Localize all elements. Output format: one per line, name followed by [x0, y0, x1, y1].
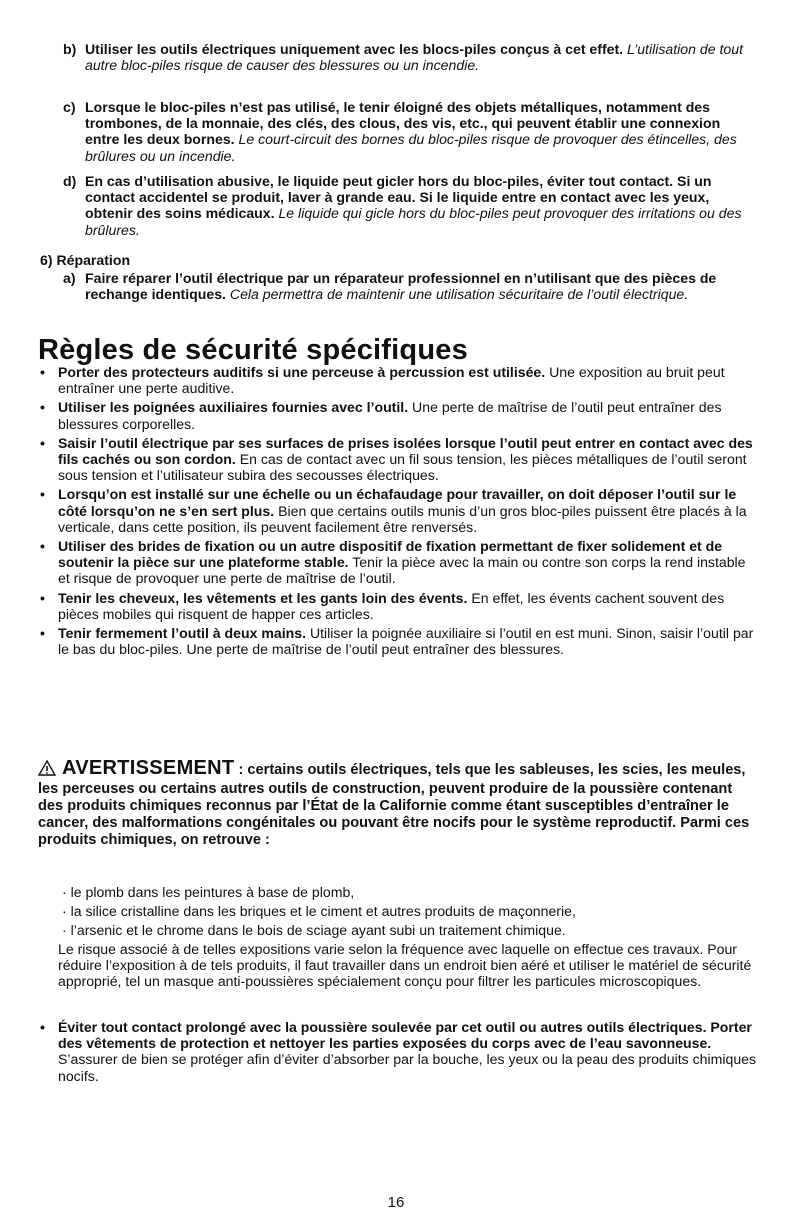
list-item-b	[63, 41, 753, 73]
bullet-dot: •	[40, 399, 45, 416]
list-item: · le plomb dans les peintures à base de plomb,	[62, 884, 355, 900]
list-item-6a	[63, 270, 753, 302]
bullet-dot: •	[40, 364, 45, 380]
bullet-text: Une perte de maîtrise de l’outil peut entraîner des blessures corporelles.	[58, 399, 722, 432]
bullet-text: S’assurer de bien se protéger afin d’éviter d’absorber par la bouche, les yeux ou la peau des produits chimiques nocifs.	[58, 1051, 757, 1084]
list-item	[38, 590, 754, 622]
bullet-bold-text: Tenir les cheveux, les vêtements et les gants loin des évents.	[58, 589, 468, 606]
chemical-list	[62, 884, 752, 942]
item-bold-text: En cas d’utilisation abusive, le liquide peut gicler hors du bloc-piles, éviter tout contact. Si un contact accidentel se produit, laver à grande eau. Si le liquide entre en contact avec les yeux, obtenir des soins médicaux.	[85, 173, 712, 222]
list-item-d	[63, 173, 753, 238]
item-bold-text: Lorsque le bloc-piles n’est pas utilisé, le tenir éloigné des objets métalliques, notamment des trombones, de la monnaie, des clés, des clous, des vis, etc., qui peuvent établir une connexion entre les deux bornes.	[85, 99, 721, 148]
bullet-bold-text: Utiliser les poignées auxiliaires fournies avec l’outil.	[58, 399, 409, 416]
item-italic-text: Le court-circuit des bornes du bloc-piles risque de provoquer des étincelles, des brûlures ou un incendie.	[85, 131, 737, 164]
warning-text: : certains outils électriques, tels que les sableuses, les scies, les meules, les perceuses ou certains autres outils de construction, peuvent produire de la poussière contenant des produits chimiques reconnus par l’État de la Californie comme étant susceptibles d’entraîner le cancer, des malformations congénitales ou pouvant être nocifs pour le système reproductif. Parmi ces produits chimiques, on retrouve :	[38, 762, 750, 848]
list-item	[38, 435, 754, 484]
item-italic-text: Le liquide qui gicle hors du bloc-piles peut provoquer des irritations ou des brûlures.	[85, 205, 742, 238]
list-item: · la silice cristalline dans les briques et le ciment et autres produits de maçonnerie,	[62, 903, 576, 920]
page-number: 16	[387, 1194, 405, 1211]
list-item	[38, 364, 754, 396]
bullet-bold-text: Éviter tout contact prolongé avec la poussière soulevée par cet outil ou autres outils électriques. Porter des vêtements de protection et nettoyer les parties exposées du corps avec de l’eau savonneuse.	[58, 1019, 752, 1052]
section-heading-reparation: 6) Réparation	[40, 252, 131, 268]
list-item	[38, 538, 754, 587]
bullet-text: En effet, les évents cachent souvent des pièces mobiles qui risquent de happer ces articles.	[58, 589, 725, 622]
bullet-text: Tenir la pièce avec la main ou contre son corps la rend instable et risque de provoquer une perte de maîtrise de l’outil.	[58, 554, 746, 587]
bullet-bold-text: Porter des protecteurs auditifs si une perceuse à percussion est utilisée.	[58, 364, 546, 380]
warning-triangle-icon	[38, 760, 56, 781]
bullet-dot: •	[40, 486, 45, 503]
item-marker: a)	[63, 270, 76, 286]
bullet-dot: •	[40, 538, 45, 555]
list-item	[38, 399, 754, 431]
bullet-bold-text: Tenir fermement l’outil à deux mains.	[58, 625, 307, 642]
list-item: · l’arsenic et le chrome dans le bois de sciage ayant subi un traitement chimique.	[62, 922, 566, 939]
item-marker: c)	[63, 99, 76, 115]
bullet-dot: •	[40, 589, 45, 606]
bullet-bold-text: Utiliser des brides de fixation ou un autre dispositif de fixation permettant de fixer solidement et de soutenir la pièce sur une plateforme stable.	[58, 538, 723, 571]
bullet-text: En cas de contact avec un fil sous tension, les pièces métalliques de l’outil seront sous tension et l’utilisateur subira des secousses électriques.	[58, 451, 747, 484]
bullet-bold-text: Lorsqu’on est installé sur une échelle ou un échafaudage pour travailler, on doit déposer l’outil sur le côté lorsqu’on ne s’en sert plus.	[58, 486, 737, 519]
list-item-c	[63, 99, 753, 164]
list-item	[38, 486, 754, 535]
list-item	[38, 1019, 774, 1084]
bullet-text: Une exposition au bruit peut entraîner une perte auditive.	[58, 364, 725, 397]
bullet-text: Utiliser la poignée auxiliaire si l’outil en est muni. Sinon, saisir l’outil par le bas du bloc-piles. Une perte de maîtrise de l’outil peut entraîner des blessures.	[58, 625, 754, 658]
safety-bullet-list	[38, 364, 754, 660]
bullet-bold-text: Saisir l’outil électrique par ses surfaces de prises isolées lorsque l’outil peut entrer en contact avec des fils cachés ou son cordon.	[58, 434, 753, 468]
item-italic-text: L’utilisation de tout autre bloc-piles risque de causer des blessures ou un incendie.	[85, 41, 743, 74]
item-italic-text: Cela permettra de maintenir une utilisation sécuritaire de l’outil électrique.	[229, 286, 689, 303]
item-bold-text: Faire réparer l’outil électrique par un réparateur professionnel en n’utilisant que des pièces de rechange identiques.	[85, 270, 717, 303]
page-title: Règles de sécurité spécifiques	[38, 334, 468, 366]
bullet-dot: •	[40, 434, 45, 451]
warning-word: AVERTISSEMENT	[62, 757, 235, 779]
item-bold-text: Utiliser les outils électriques uniquement avec les blocs-piles conçus à cet effet.	[85, 41, 624, 57]
risk-paragraph: Le risque associé à de telles expositions varie selon la fréquence avec laquelle on effectue ces travaux. Pour réduire l’exposition à de tels produits, il faut travailler dans un endroit bien aéré et utiliser le matériel de sécurité approprié, tel un masque anti-poussières spécialement conçu pour filtrer les particules microscopiques.	[58, 941, 752, 990]
item-marker: d)	[63, 173, 77, 189]
bullet-dot: •	[40, 1019, 45, 1035]
list-item	[38, 625, 754, 657]
warning-block	[38, 757, 754, 849]
bullet-dot: •	[40, 625, 45, 642]
bullet-text: Bien que certains outils munis d’un gros bloc-piles puissent être placés à la verticale, dans cette position, ils peuvent facilement être renversés.	[58, 502, 747, 535]
item-marker: b)	[63, 41, 77, 57]
